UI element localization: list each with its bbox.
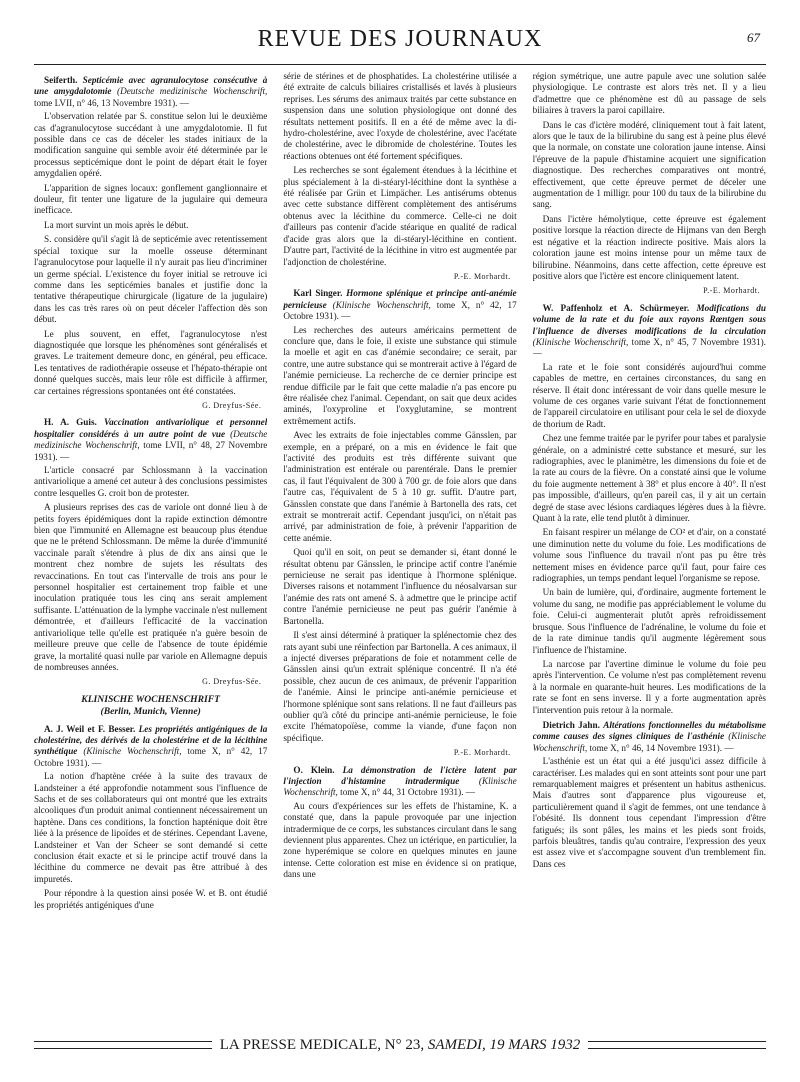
article-heading (533, 303, 766, 360)
article-signature: P.-E. Morhardt. (703, 286, 760, 296)
paragraph: S. considère qu'il s'agit là de septicémie avec retentissement spécial toxique sur la moelle osseuse déterminant l'agranulocytose pour laquelle il n'y aurait pas lieu d'incriminer un germe spécial. L'existence du foyer initial se retrouve ici comme dans les septicémies banales et justifie donc la tentative thérapeutique chirurgicale (ligature de la jugulaire) dans les cas très rares où on peut déceler l'affection dès son début. (34, 234, 268, 325)
paragraph: La rate et le foie sont considérés aujourd'hui comme capables de mettre, en certaines circonstances, du sang en réserve. Il était donc intéressant de voir dans quelle mesure le volume de ces organes varie suivant l'état de fonctionnement de l'appareil circulatoire en utilisant pour cela le sel de dioxyde de thorium de Radt. (532, 361, 766, 429)
paragraph: Pour répondre à la question ainsi posée W. et B. ont étudié les propriétés antigéniques d'une (34, 888, 268, 910)
paragraph: En faisant respirer un mélange de CO² et d'air, on a constaté une diminution nette du volume du foie. Les modifications de volume sous l'influence du travail n'ont pas pu être très nettement mises en évidence parce qu'il faut, pour faire ces radiographies, un temps pendant lequel l'organisme se repose. (532, 527, 766, 584)
article-title: La démonstration de l'ictère latent par l'injection d'histamine intradermique (283, 764, 517, 786)
page-number: 67 (747, 30, 760, 45)
article-title: Vaccination antivariolique et personnel hospitalier considérés à un autre point de vue (34, 417, 268, 439)
article-reference: tome X, n° 44, 31 Octobre 1931). — (340, 787, 475, 798)
footer-rule-right (588, 1041, 766, 1049)
journal-section-subtitle: (Berlin, Munich, Vienne) (100, 706, 201, 718)
paragraph: Au cours d'expériences sur les effets de l'histamine, K. a constaté que, dans la papule provoquée par une injection intradermique de ce corps, les substances circulant dans le sang deviennent plus apparentes. Chez un ictérique, en particulier, la zone hyperémique se colore en quelques minutes en jaune intense. Cette coloration est mise en évidence si on pratique, dans une (283, 800, 517, 880)
article-author: H. A. Guis. (44, 417, 97, 428)
paragraph: série de stérines et de phosphatides. La cholestérine utilisée a été extraite de calculs biliaires cristallisés et lavés à plusieurs reprises. Les sérums des animaux traités par cette substance en suspension dans une solution physiologique ont donné des résultats nettement positifs. Il en a été de même avec la di-hydro-cholestérine, avec l'oxyde de cholestérine, avec l'acétate de cholestérine, avec le dibromide de cholestérine. Toutes les réactions obtenues ont été fortement spécifiques. (283, 71, 517, 161)
paragraph: Un bain de lumière, qui, d'ordinaire, augmente fortement le volume du sang, ne modifie pas appréciablement le volume du foie. Celui-ci augmenterait plutôt après refroidissement brusque. Sous l'influence de l'adrénaline, le volume du foie et de la rate diminue tandis qu'il augmente légèrement sous l'influence de l'histamine. (532, 587, 766, 655)
paragraph: Quoi qu'il en soit, on peut se demander si, étant donné le résultat obtenu par Gänsslen, le principe actif contre l'anémie pernicieuse ne serait pas identique à l'hormone splénique. Diverses raisons et notamment l'influence du néosalvarsan sur l'anémie des rats ont amené S. à admettre que le principe actif contre l'anémie pernicieuse ne peut pas guérir l'anémie à Bartonella. (283, 547, 517, 626)
article-source: (Klinische Wochenschrift, (532, 336, 629, 347)
article-author: A. J. Weil et F. Besser. (44, 723, 136, 734)
article-source: (Deutsche medizinische Wochenschrift, (34, 428, 268, 451)
paragraph: La mort survint un mois après le début. (44, 219, 189, 230)
paragraph: Le plus souvent, en effet, l'agranulocytose n'est diagnostiquée que lorsque les phénomènes sont généralisés et graves. Le traitement demeure donc, en général, peu efficace. Les tentatives de radiothérapie osseuse et l'hépato-thérapie ont donné quelques succès, mais leur rôle est difficile à affirmer, car certaines régressions spontanées ont été constatées. (34, 328, 268, 396)
column-1 (34, 71, 267, 1001)
article-reference: tome X, n° 45, 7 Novembre 1931). — (532, 336, 766, 359)
article-title: Modifications du volume de la rate et du foie aux rayons Rœntgen sous l'influence de diverses modifications de la circulation (532, 302, 766, 336)
paragraph: région symétrique, une autre papule avec une solution salée physiologique. Le contraste est alors très net. Il y a lieu d'admettre que ce phénomène est dû au passage de sels biliaires à travers la paroi capillaire. (532, 71, 766, 116)
article-reference: tome X, n° 46, 14 Novembre 1931). — (589, 742, 734, 753)
paragraph: Avec les extraits de foie injectables comme Gänsslen, par exemple, en a préparé, on a mis en évidence le fait que l'activité des produits est très différente suivant que l'administration est entérale ou parentérale. Dans le premier cas, il faut l'équivalent de 300 à 700 gr. de foie alors que dans l'autre cas, l'équivalent de 5 à 10 gr. suffit. D'autre part, Gänsslen constate que dans l'anémie à Bartonella des rats, cet extrait se montrerait actif. Cependant jusqu'ici, on n'était pas arrivé, par administration de foie, à prévenir l'apparition de cette anémie. (283, 430, 517, 543)
article-title: Septicémie avec agranulocytose consécutive à une amygdalotomie (34, 75, 268, 97)
paragraph: La notion d'haptène créée à la suite des travaux de Landsteiner a été approfondie notamment sous l'influence de Sachs et de ses collaborateurs qui ont montré que les extraits alcooliques d'un produit animal contiennent nécessairement un haptène. Dans ces conditions, la fonction hapténique doit être liée à la présence de lipoïdes et de stérines. Cependant Lavene, Landsteiner et Van der Scheer se sont demandé si cette conclusion était exacte et si le principe actif trouvé dans la lécithine du commerce ne devait pas être attribué à des impuretés. (34, 771, 268, 884)
article-heading (34, 75, 267, 109)
footer-rule-left (34, 1041, 212, 1049)
article-heading (283, 288, 516, 322)
footer-journal: LA PRESSE MEDICALE, N° 23, (219, 1036, 425, 1053)
article-signature: P.-E. Morhardt. (453, 271, 511, 281)
paragraph: Chez une femme traitée par le pyrifer pour tabes et paralysie générale, on a administré cette substance et mesuré, sur les radiographies, avec le planimètre, les dimensions du foie et de la rate au cours de la fièvre. On a constaté ainsi que le volume du foie augmente nettement à 38° et plus encore à 40°. Il n'est pas impossible, d'ailleurs, qu'en pareil cas, il y ait un certain degré de stase avec lésions cardiaques légères dues à la fièvre. Quant à la rate, elle tend plutôt à diminuer. (532, 433, 766, 524)
footer-date: SAMEDI, 19 MARS 1932 (427, 1036, 581, 1053)
article-source: (Klinische Wochenschrift, (332, 299, 431, 310)
article-reference: tome X, n° 42, 17 Octobre 1931). — (34, 746, 268, 768)
article-source: (Klinische Wochenschrift, (283, 775, 517, 798)
article-heading (283, 765, 516, 799)
article-author: W. Paffenholz et A. Schürmeyer. (542, 302, 690, 313)
article-signature: G. Dreyfus-Sée. (202, 400, 262, 410)
article-heading (34, 724, 267, 770)
page-title: REVUE DES JOURNAUX (257, 26, 543, 52)
article-title: Altérations fonctionnelles du métabolisme comme causes des signes cliniques de l'asthénie (532, 719, 766, 742)
footer-text (212, 1037, 589, 1054)
article-signature: P.-E. Morhardt. (453, 748, 511, 758)
article-author: Seiferth. (44, 75, 78, 85)
article-author: Karl Singer. (293, 288, 343, 299)
paragraph: Dans le cas d'ictère modéré, cliniquement tout à fait latent, alors que le taux de la bilirubine du sang est à peine plus élevé que la normale, on constate une coloration jaune intense. Ainsi l'épreuve de la papule d'histamine acquiert une signification diagnostique. Des recherches comparatives ont montré, effectivement, que cette épreuve permet de déceler une augmentation de 1 milligr. pour 100 du taux de la bilirubine du sang. (532, 119, 766, 210)
column-3 (533, 71, 766, 1001)
article-title: Hormone splénique et principe anti-anémie pernicieuse (283, 288, 517, 310)
paragraph: L'article consacré par Schlossmann à la vaccination antivariolique a amené cet auteur à des conclusions pessimistes contre lesquelles G. croit bon de protester. (34, 465, 268, 498)
article-heading (533, 720, 766, 754)
article-source: (Klinische Wochenschrift, (532, 731, 766, 753)
article-reference: tome LVII, n° 48, 27 Novembre 1931). — (34, 440, 268, 462)
page-header (34, 26, 766, 58)
text-columns (34, 71, 766, 1001)
paragraph: Dans l'ictère hémolytique, cette épreuve est également positive lorsque la réaction directe de Hijmans van den Bergh est négative et la réaction indirecte positive. Mais alors la coloration jaune est moins intense pour un même taux de bilirubine. Néanmoins, dans cette affection, cette épreuve est positive alors que l'ictère est encore cliniquement latent. (532, 213, 766, 281)
paragraph: L'asthénie est un état qui a été jusqu'ici assez difficile à caractériser. Les malades qui en sont atteints sont pour une part remarquablement maigres et présentent un habitus asthenicus. Mais d'autres sont d'apparence plus vigoureuse et, particulièrement quand il s'agit de femmes, ont une tendance à l'obésité. Ils donnent tous cependant l'impression d'être fatigués; ils sont pâles, les mains et les pieds sont froids, parfois bleuâtres, tandis qu'au contraire, l'expression des yeux est assez vive et s'accompagne souvent d'un tremblement fin. Dans ces (532, 756, 766, 869)
journal-section-title: KLINISCHE WOCHENSCHRIFT (81, 693, 221, 705)
paragraph: Les recherches des auteurs américains permettent de conclure que, dans le foie, il existe une substance qui stimule la moelle et agit en cas d'anémie secondaire; ce serait, par contre, une autre substance qui se montrerait active à l'égard de l'anémie pernicieuse. La recherche de ce dernier principe est rendue difficile par le fait que cette maladie n'a pas encore pu être réalisée chez l'animal. Cependant, on sait que deux acides aminés, l'oxyproline et l'oxyglutamine, se montrent extrêmement actifs. (283, 324, 517, 426)
paragraph: A plusieurs reprises des cas de variole ont donné lieu à de petits foyers épidémiques dont la rapide extinction démontre bien que l'immunité en Allemagne est beaucoup plus étendue que ne le prétend Schlossmann. De même la durée d'immunité vaccinale paraît s'étendre à plus de dix ans ainsi que le montrent chez nombre de sujets les résultats des revaccinations. En tout cas l'intervalle de trois ans pour le personnel hospitalier est certainement trop faible et une inoculation pratiquée tous les cinq ans serait amplement suffisante. L'atténuation de la lymphe vaccinale n'est nullement démontrée, et d'ailleurs l'efficacité de la vaccination antivariolique telle qu'elle est pratiquée n'a guère besoin de meilleure preuve que celle de l'absence de toute épidémie grave, la mortalité quasi nulle par variole en Allemagne depuis de nombreuses années. (34, 502, 268, 672)
paragraph: L'apparition de signes locaux: gonflement ganglionnaire et douleur, fit tenter une ligature de la jugulaire qui demeura inefficace. (34, 182, 268, 216)
article-signature: G. Dreyfus-Sée. (202, 677, 262, 687)
page-footer (34, 1030, 766, 1060)
article-source: (Klinische Wochenschrift, (83, 746, 182, 757)
header-rule (34, 64, 766, 65)
article-source: (Deutsche medizinische Wochenschrift, (117, 86, 268, 97)
paragraph: Les recherches se sont également étendues à la lécithine et plus spécialement à la di-stéaryl-lécithine dont la synthèse a été réalisée par Grün et Limpächer. Les antisérums obtenus avec cette substance diffèrent complètement des antisérums obtenus avec la lécithine du commerce. Celle-ci ne doit d'ailleurs pas contenir d'acide stéarique en qualité de radical d'acide gras alors que la di-stéaryl-lécithine en contient. D'autre part, l'activité de la lécithine in vitro est augmentée par l'adjonction de cholestérine. (283, 165, 517, 267)
paragraph: L'observation relatée par S. constitue selon lui le deuxième cas d'agranulocytose succédant à une amygdalotomie. Il fut possible dans ce cas de déceler les stades initiaux de la modification sanguine qui semble avoir été déterminée par le processus septicémique dont le point de départ était le foyer amygdalien opéré. (34, 111, 268, 179)
article-author: O. Klein. (293, 764, 335, 775)
article-reference: tome LVII, n° 46, 13 Novembre 1931). — (34, 97, 189, 108)
article-reference: tome X, n° 42, 17 Octobre 1931). — (283, 299, 517, 322)
paragraph: La narcose par l'avertine diminue le volume du foie peu après l'intervention. Ce volume n'est pas complètement revenu à la normale en quarante-huit heures. Les modifications de la rate se font en sens inverse. Il y a forte augmentation après l'intervention puis retour à la normale. (532, 658, 766, 715)
article-title: Les propriétés antigéniques de la cholestérine, des dérivés de la cholestérine et de la lécithine synthétique (34, 723, 268, 757)
article-heading (34, 417, 267, 463)
column-2 (283, 71, 516, 1001)
article-author: Dietrich Jahn. (542, 719, 600, 730)
paragraph: Il s'est ainsi déterminé à pratiquer la splénectomie chez des rats ayant subi une réinfection par Bartonella. A ces animaux, il a injecté diverses préparations de foie et notamment celle de Gänsslen ainsi qu'un extrait splénique concentré. Il n'a été possible, chez aucun de ces animaux, de prévenir l'apparition de l'anémie. Ainsi le principe anti-anémie pernicieuse et l'hormone splénique sont sans relations. Il ne faut d'ailleurs pas oublier qu'à côté du principe anti-anémie pernicieuse, le foie excite l'hématopoïèse, comme la viande, d'une façon non spécifique. (283, 630, 517, 743)
